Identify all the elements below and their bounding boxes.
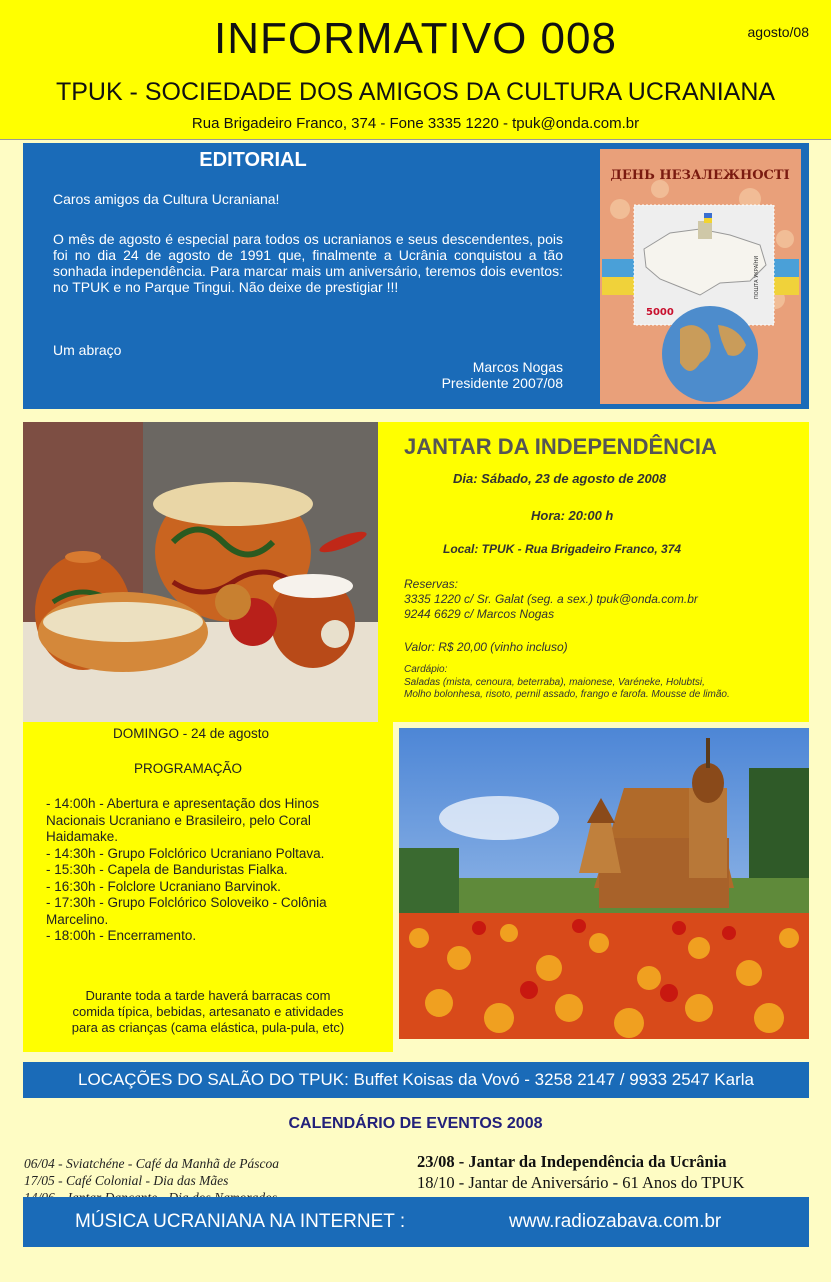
note-line-1: Durante toda a tarde haverá barracas com [85, 988, 331, 1003]
issue-date: agosto/08 [747, 24, 809, 40]
music-label: MÚSICA UCRANIANA NA INTERNET : [75, 1211, 406, 1232]
calendar-title: CALENDÁRIO DE EVENTOS 2008 [288, 1115, 543, 1132]
program-item: - 17:30h - Grupo Folclórico Soloveiko - Colônia [46, 895, 327, 910]
menu-label: Cardápio: [404, 664, 448, 675]
editorial-section [23, 143, 809, 409]
signer-role: Presidente 2007/08 [441, 375, 563, 391]
sunday-note [23, 988, 393, 1036]
calendar-event: 06/04 - Sviatchéne - Café da Manhã de Páscoa [24, 1156, 279, 1171]
dinner-section [23, 422, 809, 722]
program-item: - 16:30h - Folclore Ucraniano Barvinok. [46, 878, 281, 894]
sunday-section [23, 722, 393, 1052]
stamp-country: ПОШТА УКРАЇНИ [754, 255, 760, 299]
calendar-event: 18/10 - Jantar de Aniversário - 61 Anos do TPUK [417, 1173, 745, 1192]
note-line-3: para as crianças (cama elástica, pula-pula, etc) [71, 1020, 345, 1035]
dinner-time: Hora: 20:00 h [531, 508, 614, 523]
calendar-event-highlight: 23/08 - Jantar da Independência da Ucrânia [417, 1152, 727, 1171]
editorial-closing: Um abraço [53, 342, 122, 358]
program-item: - 14:00h - Abertura e apresentação dos Hinos [46, 796, 320, 811]
program-item: Nacionais Ucraniano e Brasileiro, pelo Coral [46, 812, 311, 828]
program-item: Marcelino. [46, 911, 109, 927]
park-church-image [399, 728, 809, 1039]
stamp-title: ДЕНЬ НЕЗАЛЕЖНОСТІ [610, 168, 790, 183]
traditional-food-image [23, 422, 378, 722]
program-item: - 15:30h - Capela de Banduristas Fialka. [46, 862, 288, 877]
program-item: - 18:00h - Encerramento. [46, 928, 197, 943]
independence-stamp-image [600, 149, 801, 404]
reservations-line-2: 9244 6629 c/ Marcos Nogas [404, 607, 555, 621]
music-url-link[interactable]: www.radiozabava.com.br [509, 1211, 722, 1232]
signer-name: Marcos Nogas [472, 359, 563, 375]
dinner-price: Valor: R$ 20,00 (vinho incluso) [404, 640, 568, 654]
note-line-2: comida típica, bebidas, artesanato e atividades [72, 1004, 344, 1019]
dinner-date: Dia: Sábado, 23 de agosto de 2008 [453, 471, 667, 486]
contact-address: Rua Brigadeiro Franco, 374 - Fone 3335 1220 - tpuk@onda.com.br [191, 115, 640, 132]
editorial-body: O mês de agosto é especial para todos os ucranianos e seus descendentes, pois foi no dia 24 de agosto de 1991 que, finalmente a Ucrânia conquistou a tão sonhada independência. Para marcar mais um aniversário, teremos dois eventos: no TPUK e no Parque Tingui. Não deixe de prestigiar !!! [53, 231, 563, 295]
dinner-reservations [404, 577, 698, 622]
menu-line-1: Saladas (mista, cenoura, beterraba), maionese, Varéneke, Holubtsi, [404, 676, 705, 688]
program-list [46, 796, 327, 945]
editorial-signature [383, 359, 563, 391]
dinner-title: JANTAR DA INDEPENDÊNCIA [404, 434, 717, 459]
program-item: - 14:30h - Grupo Folclórico Ucraniano Poltava. [46, 845, 325, 861]
stamp-value: 5000 [646, 307, 674, 318]
reservations-label: Reservas: [404, 577, 459, 591]
header [0, 0, 831, 140]
reservations-line-1: 3335 1220 c/ Sr. Galat (seg. a sex.) tpuk@onda.com.br [404, 592, 698, 606]
organization-name: TPUK - SOCIEDADE DOS AMIGOS DA CULTURA UCRANIANA [55, 78, 776, 106]
menu-line-2: Molho bolonhesa, risoto, pernil assado, frango e farofa. Mousse de limão. [404, 689, 730, 700]
dinner-menu [404, 664, 730, 702]
editorial-greeting: Caros amigos da Cultura Ucraniana! [53, 191, 280, 207]
program-label: PROGRAMAÇÃO [134, 761, 243, 776]
calendar-event: 17/05 - Café Colonial - Dia das Mães [24, 1173, 229, 1188]
sunday-date: DOMINGO - 24 de agosto [113, 726, 270, 741]
rental-banner: LOCAÇÕES DO SALÃO DO TPUK: Buffet Koisas da Vovó - 3258 2147 / 9933 2547 Karla [23, 1062, 809, 1098]
music-banner [23, 1197, 809, 1247]
page-title: INFORMATIVO 008 [214, 14, 617, 63]
editorial-title: EDITORIAL [199, 149, 307, 171]
dinner-location: Local: TPUK - Rua Brigadeiro Franco, 374 [443, 542, 682, 556]
program-item: Haidamake. [46, 829, 119, 844]
